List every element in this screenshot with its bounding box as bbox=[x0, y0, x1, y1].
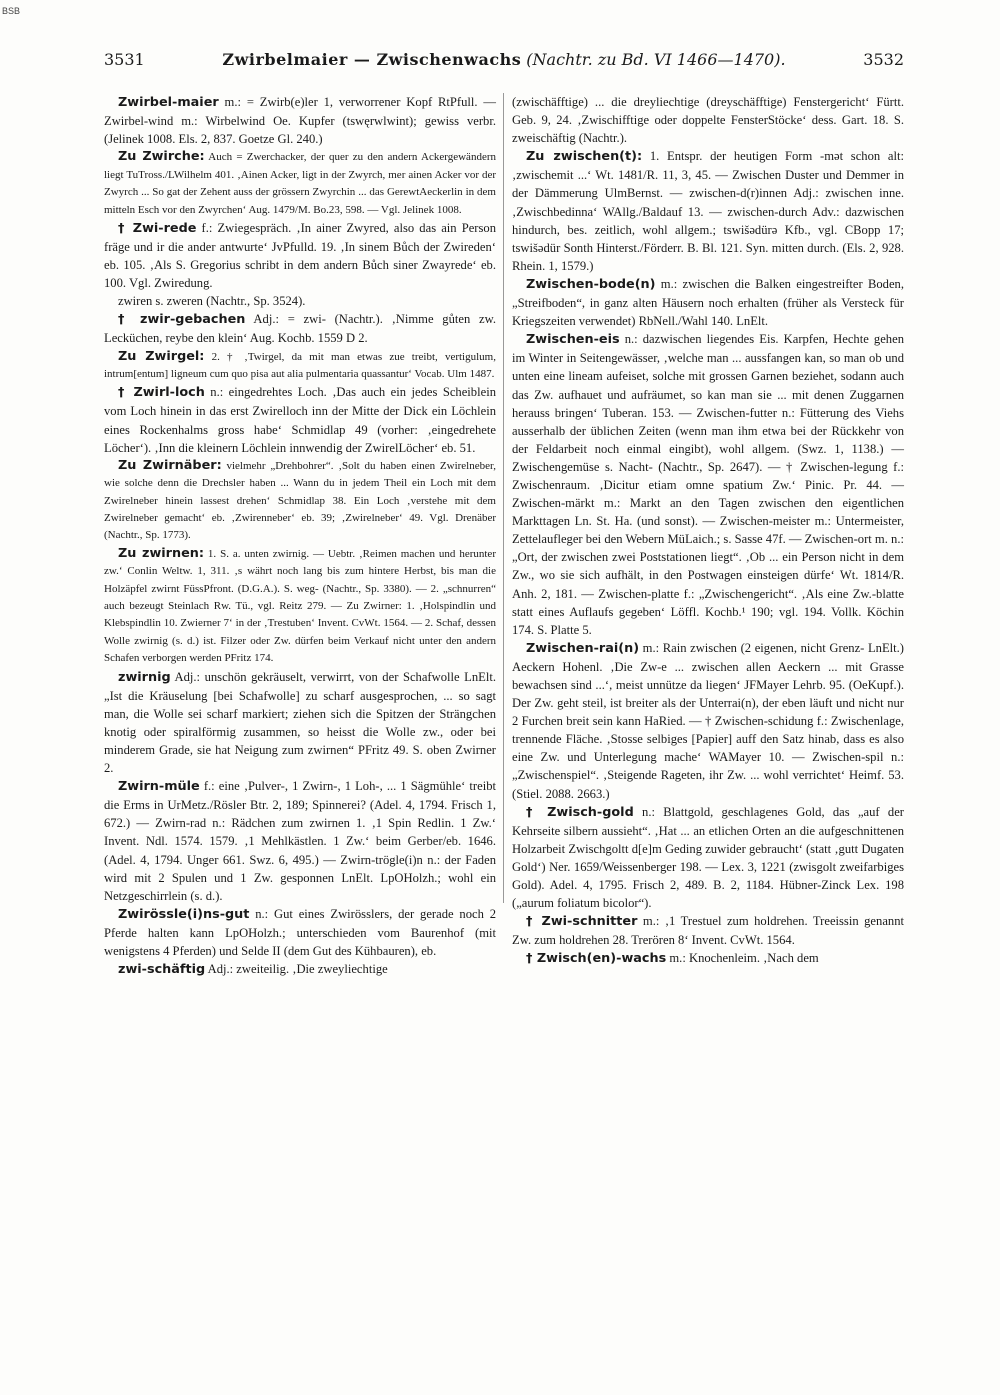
entry-text: m.: = Zwirb(e)ler 1, verworrener Kopf RtPfull. — Zwirbel-wind m.: Wirbelwind Oe. Kupfer (tswęrwlwint); gewiss verbr. (Jelinek 1008. Els. 2, 837. Goetze Gl. 240.) bbox=[104, 95, 496, 147]
dictionary-entry bbox=[512, 803, 904, 913]
entry-headword: Zu zwirnen: bbox=[118, 545, 204, 561]
page-header bbox=[104, 50, 904, 72]
column-divider bbox=[503, 93, 504, 903]
dictionary-entry bbox=[104, 383, 496, 456]
entry-headword: Zwischen-eis bbox=[526, 332, 620, 348]
right-column bbox=[512, 93, 904, 969]
entry-headword: zwirnig bbox=[118, 669, 171, 685]
entry-headword: Zu Zwirche: bbox=[118, 149, 205, 165]
dictionary-entry bbox=[104, 292, 496, 310]
entry-text: m.: Knochenleim. ‚Nach dem bbox=[666, 951, 819, 966]
dictionary-entry bbox=[512, 912, 904, 949]
dictionary-entry bbox=[104, 310, 496, 347]
entry-text: f.: eine ‚Pulver-, 1 Zwirn-, 1 Loh-, ... 1 Sägmühle‘ treibt die Erms in UrMetz./Rösler Btr. 2, 189; Spinnerei? (Adel. 4, 1794. Frisch 1, 672.) — Zwirn-rad n.: Rädchen zum zwirnen 1. ‚1 Spin Redlin. 1 Zw.‘ Invent. Ndl. 1574. 1579. ‚1 Mehlkästlen. 1 Zw.‘ beim Gerber/eb. 1646. (Adel. 4, 1794. Unger 661. Swz. 6, 495.) — Zwirn-trögle(i)n n.: der Faden wird mit 2 Spulen und 1 Zw. gesponnen LnElt. LpOHolzh.; wohl ein Netzgeschirrlein (s. d.). bbox=[104, 779, 496, 903]
dictionary-entry bbox=[104, 93, 496, 148]
dictionary-entry bbox=[512, 639, 904, 803]
entry-text: vielmehr „Drehbohrer“. ‚Solt du haben einen Zwirelneber, wie solche denn die Drechsler haben ... Wann du in jedem Theil ein Loch mit dem Zwirelneber hinein lassest drehen‘ Schmidlap 38. Ein Loch ‚verstehe mit dem Zwirelneber gemacht‘ eb. ‚Zwirenneber‘ eb. 39; ‚Zwirelneber‘ 49. Vgl. Drenäber (Nachtr., Sp. 1773). bbox=[104, 459, 496, 542]
dictionary-entry bbox=[512, 330, 904, 639]
entry-text: n.: dazwischen liegendes Eis. Karpfen, Hechte gehen im Winter in Seitengewässer, ‚welche man ... aussfangen kan, so man ob und unten eine lineam aufeiset, solche mit grossen Garnen beziehet, sodann auch das Zw. aufhauet und aufräumet, so kan man sie ... mit denen Zuggarnen herauss bringen‘ Tuberan. 153. — Zwischen-futter n.: Fütterung des Viehs ausserhalb der üblichen Zeiten (wenn man ihm etwa bei der Rückkehr von der Feldarbeit noch einmal eingibt), wohl allgem. (Swz. 1, 1138.) — Zwischengemüse s. Nacht- (Nachtr., Sp. 2647). — † Zwischen-legung f.: Zwischenraum. ‚Dicitur etiam omne spatium Zw.‘ Pinic. Pr. 44. — Zwischen-märkt m.: Markt an den Tagen zwischen den eigentlichen Markttagen Ln. St. Ha. (und sonst). — Zwischen-meister m.: Untermeister, Zettelaufleger bei den Webern MüLaich.; s. Sasse 47f. — Zwischen-ort m. n.: „Ort, der zwischen zwei Poststationen liegt“. ‚Ob ... ein Person nicht in dem Zw., wo sie sich aufhält, in den Postwagen einsteigen dürfe‘ Wt. 1814/R. Anh. 2, 181. — Zwischen-platte f.: „Zwischengericht“. ‚Als eine Zw.-blatte statt eines Auflaufs gegeben‘ Löffl. Kochb.¹ 190; vgl. 194. Vollk. Köchin 174. S. Platte 5. bbox=[512, 332, 904, 637]
dictionary-entry bbox=[512, 949, 904, 968]
entry-text: n.: eingedrehtes Loch. ‚Das auch ein jedes Scheiblein vom Loch hinein in das erst Zwirelloch inn der Mitte der Dick ein Löchlein eines Rockenhalms gross habe‘ Schmidlap 49 (vorher: ‚eingedrehete Löcher‘). ‚Inn die kleinern Löchlein innwendig der ZwirelLöcher‘ eb. 51. bbox=[104, 385, 496, 455]
entry-text: m.: Rain zwischen (2 eigenen, nicht Grenz- LnElt.) Aeckern Hohenl. ‚Die Zw-e ... zwischen allen Aeckern ... mit Grasse bewachsen sind ...‘, meist unnütze da liegen‘ JFMayer Lehrb. 95. (OeKupf.). Der Zw. geht steil, ist breiter als der Unterrai(n), der eben läuft und nicht nur 2 Furchen breit sein kann HaRied. — † Zwischen-schidung f.: Zwischenlage, trennende Fläche. ‚Stosse selbiges [Papier] auff den Satz hinab, dass es also eine Zw. und Unterlegung mache‘ WAMayer 10. — Zwischen-spil n.: „Zwischenspiel“. ‚Steigende Rageten, ihr Zw. ... wohl verrichtet‘ Heimf. 53. (Stiel. 2088. 2663.) bbox=[512, 640, 904, 801]
entry-text: (zwischäfftige) ... die dreyliechtige (dreyschäfftige) Fenstergericht‘ Fürtt. Geb. 9, 24. ‚Zwischifftige oder doppelte FensterStöcke‘ dess. Gart. 18. S. zweischäftig (Nachtr.). bbox=[512, 95, 904, 146]
entry-text: Adj.: = zwi- (Nachtr.). ‚Nimme gůten zw. Lecküchen, reybe den klein‘ Aug. Kochb. 1559 D 2. bbox=[104, 312, 496, 346]
entry-text: f.: Zwiegespräch. ‚In ainer Zwyred, also das ain Person fräge und ir die ander antwurte‘ JvPfulld. 19. ‚In sinem Bůch der Zwireden‘ eb. 105. ‚Als S. Gregorius schribt in dem andern Bůch siner Zwayrede‘ eb. 100. Vgl. Zwiredung. bbox=[104, 220, 496, 291]
entry-headword: Zu zwischen(t): bbox=[526, 149, 643, 165]
entry-headword: † Zwisch-gold bbox=[526, 804, 634, 820]
running-reference: (Nachtr. zu Bd. VI 1466—1470). bbox=[526, 50, 786, 69]
entry-headword: † Zwi-rede bbox=[118, 220, 197, 236]
dictionary-entry bbox=[104, 457, 496, 545]
running-title bbox=[104, 50, 904, 69]
dictionary-entry bbox=[104, 960, 496, 979]
entry-text: m.: zwischen die Balken eingestreifter Boden, „Streifboden“, in ganz alten Häusern noch erhalten (früher als Versteck für Kriegszeiten verwendet) RbNell./Wahl 140. LnElt. bbox=[512, 276, 904, 329]
entry-text: n.: Blattgold, geschlagenes Gold, das „auf der Kehrseite silbern aussieht“. ‚Hat ... an etlichen Orten an die aufgeschnittenen Holzarbeit Zwischgoltt d[e]m Geding zuwider gebraucht‘ (statt ‚gutt Dugaten Gold‘) Ner. 1659/Weissenberger 198. — Lex. 3, 1221 (zwisgolt zweifarbiges Gold). Adel. 4, 1795. Frisch 2, 489. B. 2, 1184. Hübner-Zinck Lex. 198 („aurum foliatum bicolor“). bbox=[512, 804, 904, 911]
entry-headword: † Zwirl-loch bbox=[118, 385, 205, 401]
entry-headword: † Zwisch(en)-wachs bbox=[526, 951, 667, 967]
dictionary-entry bbox=[104, 545, 496, 668]
entry-headword: Zwischen-rai(n) bbox=[526, 640, 640, 656]
entry-text: 1. Entspr. der heutigen Form -mət schon alt: ‚zwischemit ...‘ Wt. 1481/R. 11, 3, 45. — Zwischen Duster und Demmer in der Dämmerung UlmBernst. — zwischen-d(r)innen Adj.: zwischen inne. ‚Zwischbedinna‘ WAllg./Baldauf 13. — zwischen-durch Adv.: dazwischen hindurch, bes. zeitlich, wohl allgem.; tswišədürə Kfb., vgl. CBopp 17; tswišədür Sonth Hinterst./Förderr. B. Bl. 121. Syn. mitten durch. (Els. 2, 928. Rhein. 1, 1579.) bbox=[512, 149, 904, 273]
entry-text: 1. S. a. unten zwirnig. — Uebtr. ‚Reimen machen und herunter zw.‘ Conlin Weltw. 1, 311. ‚s währt noch lang bis zum hintere Herbst, bis man die Holzäpfel zwirnt FüssPfront. (D.G.A.). S. weg- (Nachtr., Sp. 3380). — 2. „schnurren“ auch bezeugt Steinlach Rw. Tü., vgl. Reitz 279. — Zu Zwirner: 1. ‚Holspindlin und Klebspindlin 10. Zwierner 7‘ in der ‚Trestuben‘ Invent. CvWt. 1564. — 2. Schaf, dessen Wolle zwirnig (s. d.) ist. Filzer oder Zw. dürfen beim Verkauf nicht unter den andern Schafen verborgen werden PFritz 174. bbox=[104, 547, 496, 665]
page-number-right: 3532 bbox=[863, 50, 904, 69]
dictionary-entry bbox=[104, 777, 496, 905]
dictionary-entry bbox=[104, 219, 496, 292]
entry-headword: Zwirbel-maier bbox=[118, 95, 219, 110]
entry-text: Auch = Zwerchacker, der quer zu den andern Ackergewändern liegt TuTross./LWilhelm 401. ‚Ainen Acker, ligt in der Zwyrch, mer ainen Acker vor der Zwyrch ... So gat der Zehent auss der grössern Zwyrchin ... das GerewtAeckerlin in dem mitteln Esch vor den Zwyrchen‘ Aug. 1479/M. Bo.23, 598. — Vgl. Jelinek 1008. bbox=[104, 151, 496, 216]
left-column bbox=[104, 93, 496, 979]
entry-text: m.: ‚1 Trestuel zum holdrehen. Treeissin genannt Zw. zum holdrehen 28. Trerören 8‘ Invent. CvWt. 1564. bbox=[512, 914, 904, 948]
entry-headword: Zu Zwirgel: bbox=[118, 348, 205, 364]
page-number-left: 3531 bbox=[104, 50, 145, 69]
entry-headword: † zwir-gebachen bbox=[118, 312, 246, 328]
dictionary-entry bbox=[512, 275, 904, 330]
entry-text: Adj.: unschön gekräuselt, verwirrt, von der Schafwolle LnElt. „Ist die Kräuselung [bei Schafwolle] zu scharf ausgesprochen, ... so sagt man, die Wolle sei scharf markiert; ziehen sich die Spitzen der Strängchen knotig oder spiralförmig zusammen, so heisst die Wolle zw., oder bei minderem Grade, sie hat Neigung zum zwirnen“ PFritz 49. S. oben Zwirner 2. bbox=[104, 669, 496, 776]
entry-text: Adj.: zweiteilig. ‚Die zweyliechtige bbox=[205, 962, 388, 977]
dictionary-entry bbox=[104, 348, 496, 384]
entry-headword: zwi-schäftig bbox=[118, 962, 206, 978]
entry-text: zwiren s. zweren (Nachtr., Sp. 3524). bbox=[118, 294, 306, 309]
entry-headword: Zwirn-müle bbox=[118, 779, 200, 795]
entry-headword: Zu Zwirnäber: bbox=[118, 457, 222, 473]
entry-headword: Zwischen-bode(n) bbox=[526, 276, 656, 292]
entry-headword: † Zwi-schnitter bbox=[526, 914, 638, 930]
dictionary-entry bbox=[104, 148, 496, 219]
dictionary-entry bbox=[104, 905, 496, 960]
entry-text: n.: Gut eines Zwirösslers, der gerade noch 2 Pferde halten kann LpOHolzh.; unterschieden vom Baurenhof (mit wenigstens 4 Pferden) und Selde II (dem Gut des Kühbauren), eb. bbox=[104, 906, 496, 959]
library-stamp: BSB bbox=[2, 6, 21, 16]
running-headwords: Zwirbelmaier — Zwischenwachs bbox=[222, 50, 522, 69]
entry-headword: Zwirössle(i)ns-gut bbox=[118, 906, 250, 922]
dictionary-entry bbox=[512, 93, 904, 147]
dictionary-entry bbox=[104, 668, 496, 778]
dictionary-entry bbox=[512, 147, 904, 275]
entry-text: 2. † ‚Twirgel, da mit man etwas zue treibt, vertigulum, intrum[entum] ligneum cum quo pisa aut alia pulmentaria quassantur‘ Vocab. Ulm 1487. bbox=[104, 350, 496, 380]
